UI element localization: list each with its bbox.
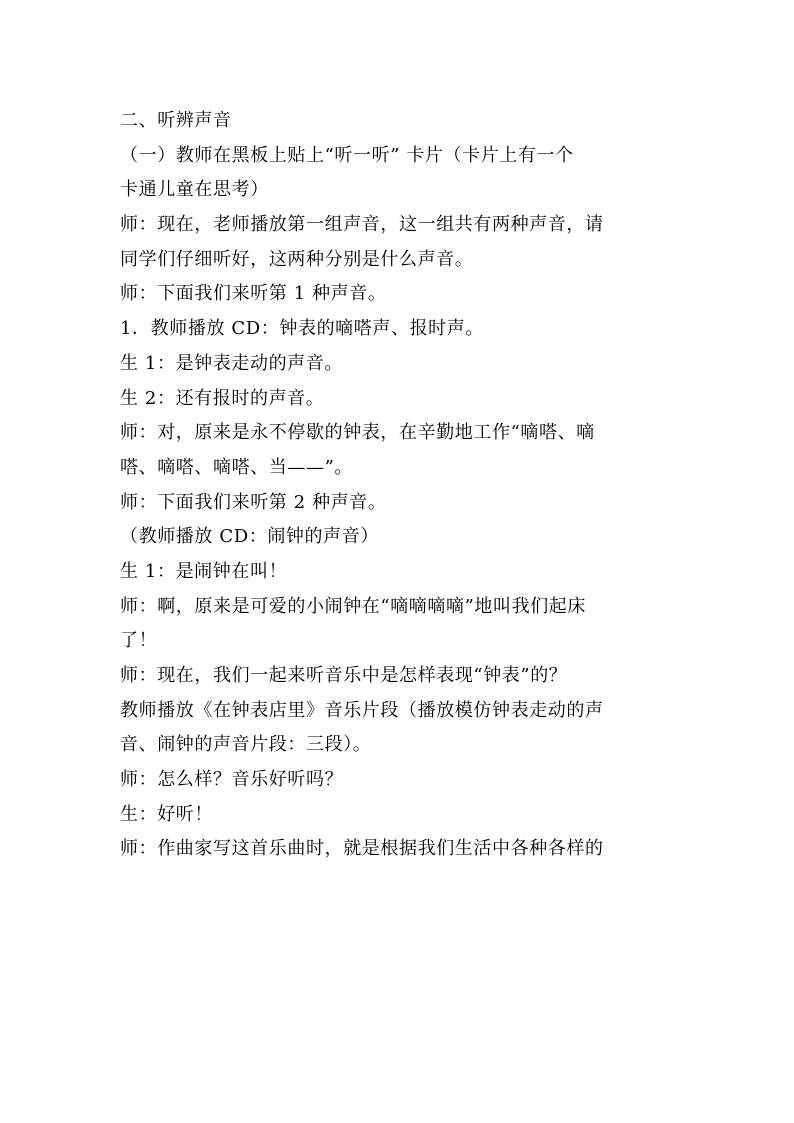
paragraph-line: 音、闹钟的声音片段：三段）。 [120,734,372,756]
paragraph-line: 师：作曲家写这首乐曲时，就是根据我们生活中各种各样的 [120,838,604,860]
paragraph-line: 师：下面我们来听第 1 种声音。 [120,283,387,305]
paragraph-line: 师：怎么样？音乐好听吗？ [120,769,344,791]
paragraph-line: （一）教师在黑板上贴上“听一听” 卡片（卡片上有一个 [120,144,574,166]
paragraph-line: 生：好听！ [120,803,213,825]
paragraph-line: 同学们仔细听好，这两种分别是什么声音。 [120,248,474,270]
paragraph-line: 师：啊，原来是可爱的小闹钟在“嘀嘀嘀嘀”地叫我们起床 [120,595,587,617]
paragraph-line: 师：现在，老师播放第一组声音，这一组共有两种声音，请 [120,214,604,236]
paragraph-line: 师：下面我们来听第 2 种声音。 [120,491,387,513]
document-body [120,104,680,867]
paragraph-line: 教师播放《在钟表店里》音乐片段（播放模仿钟表走动的声 [120,699,604,721]
paragraph-line: 1．教师播放 CD：钟表的嘀嗒声、报时声。 [120,318,484,340]
paragraph-line: 生 1：是钟表走动的声音。 [120,352,343,374]
paragraph-line: 师：现在，我们一起来听音乐中是怎样表现“钟表”的？ [120,665,568,686]
paragraph-line: 了！ [120,630,158,652]
section-heading: 二、听辨声音 [120,110,232,131]
paragraph-line: 卡通儿童在思考） [120,179,269,201]
paragraph-line: 嗒、嘀嗒、嘀嗒、当——”。 [120,456,354,478]
paragraph-line: 师：对，原来是永不停歇的钟表，在辛勤地工作“嘀嗒、嘀 [120,422,595,444]
paragraph-line: 生 1：是闹钟在叫！ [120,560,288,582]
paragraph-line: （教师播放 CD：闹钟的声音） [120,526,379,548]
paragraph-line: 生 2：还有报时的声音。 [120,387,325,409]
